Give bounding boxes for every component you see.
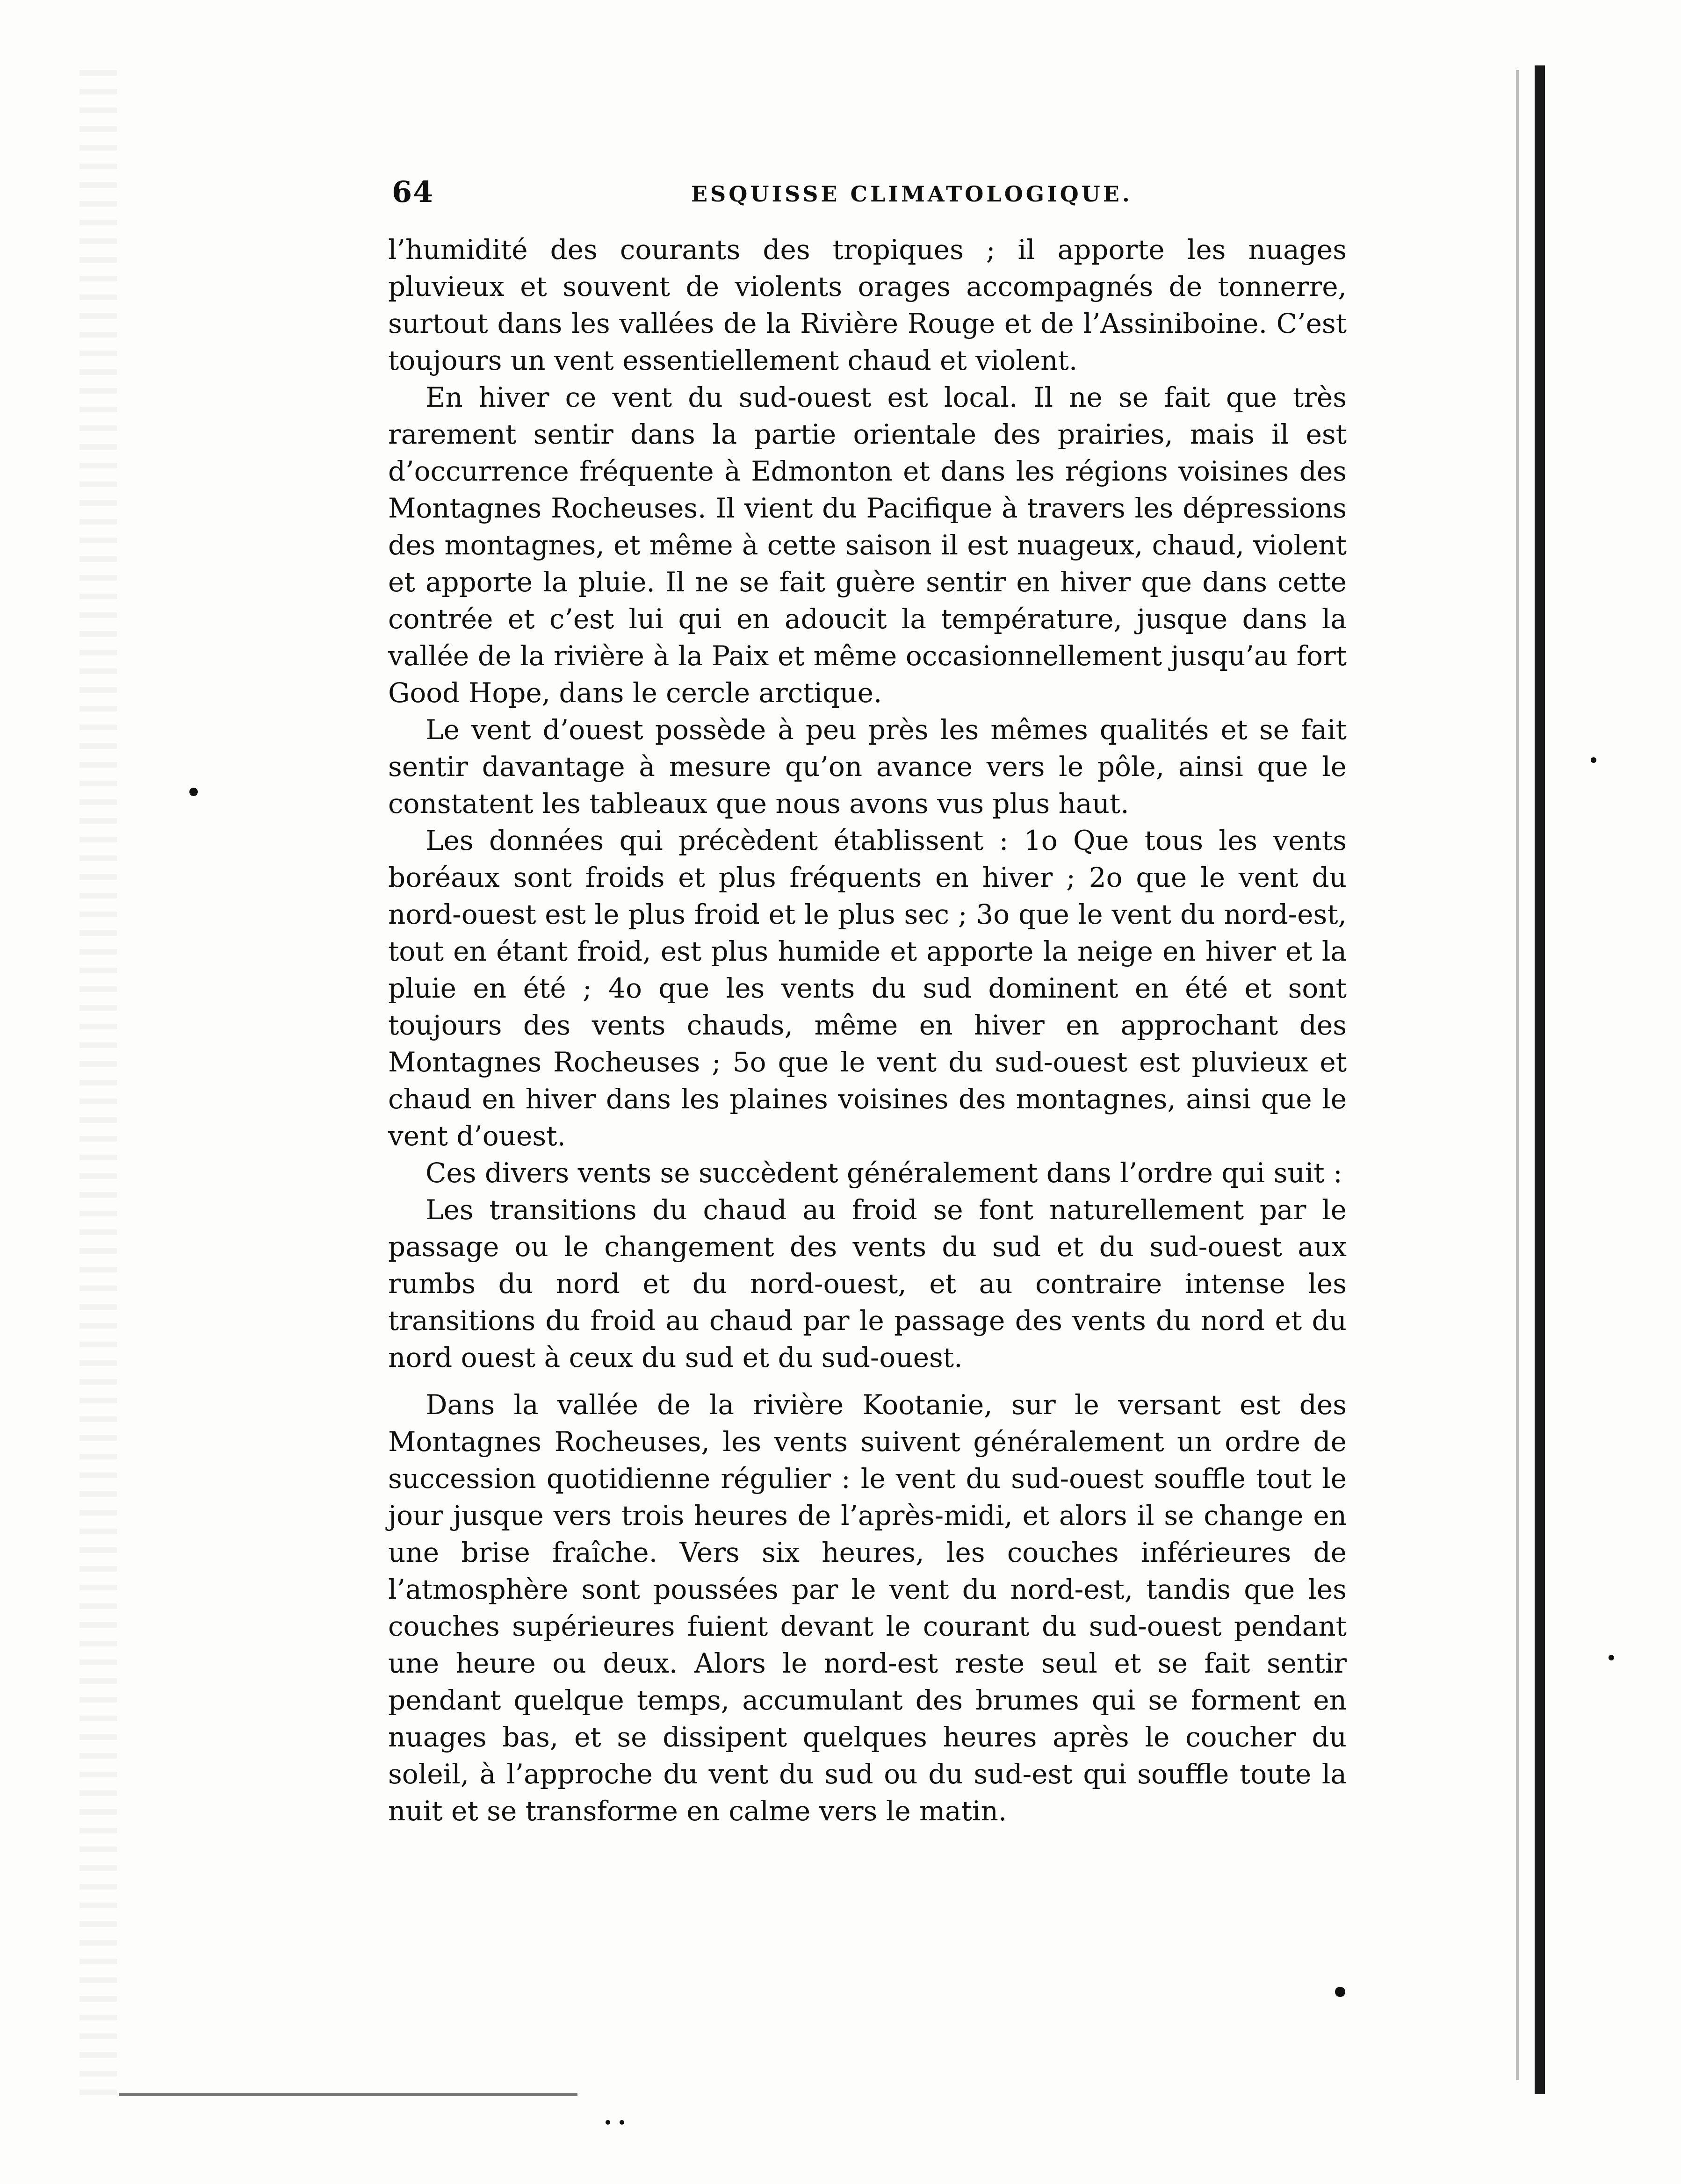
paragraph: l’humidité des courants des tropiques ; il apporte les nuages pluvieux et souvent de violents orages accompagnés de tonnerre, surtout dans les vallées de la Rivière Rouge et de l’Assiniboine. C’est toujours un vent essentiellement chaud et violent. — [388, 234, 1347, 376]
paragraph: Les données qui précèdent établissent : 1o Que tous les vents boréaux sont froids et plus fréquents en hiver ; 2o que le vent du nord-ouest est le plus froid et le plus sec ; 3o que le vent du nord-est, tout en étant froid, est plus humide et apporte la neige en hiver et la pluie en été ; 4o que les vents du sud dominent en été et sont toujours des vents chauds, même en hiver en approchant des Montagnes Rocheuses ; 5o que le vent du sud-ouest est pluvieux et chaud en hiver dans les plaines voisines des montagnes, ainsi que le vent d’ouest. — [388, 825, 1347, 1152]
ink-speck — [189, 788, 198, 796]
page-right-edge-shadow — [1516, 70, 1519, 2080]
paragraph: Les transitions du chaud au froid se font naturellement par le passage ou le changement des vents du sud et du sud-ouest aux rumbs du nord et du nord-ouest, et au contraire intense les transitions du froid au chaud par le passage des vents du nord et du nord ouest à ceux du sud et du sud-ouest. — [388, 1194, 1347, 1373]
ink-speck — [620, 2120, 624, 2125]
ink-speck — [1591, 757, 1596, 763]
page-number: 64 — [392, 175, 434, 209]
running-title: ESQUISSE CLIMATOLOGIQUE. — [691, 181, 1133, 207]
paragraph: Ces divers vents se succèdent généralement dans l’ordre qui suit : — [426, 1157, 1342, 1189]
page-right-binding-edge — [1535, 65, 1545, 2094]
body-text — [388, 231, 1347, 1830]
paragraph: Dans la vallée de la rivière Kootanie, sur le versant est des Montagnes Rocheuses, les vents suivent généralement un ordre de succession quotidienne régulier : le vent du sud-ouest souffle tout le jour jusque vers trois heures de l’après-midi, et alors il se change en une brise fraîche. Vers six heures, les couches inférieures de l’atmosphère sont poussées par le vent du nord-est, tandis que les couches supérieures fuient devant le courant du sud-ouest pendant une heure ou deux. Alors le nord-est reste seul et se fait sentir pendant quelque temps, accumulant des brumes qui se forment en nuages bas, et se dissipent quelques heures après le coucher du soleil, à l’approche du vent du sud ou du sud-est qui souffle toute la nuit et se transforme en calme vers le matin. — [388, 1389, 1347, 1827]
page-bottom-edge — [119, 2093, 577, 2096]
page-left-edge-shadow — [79, 70, 117, 2104]
paragraph: Le vent d’ouest possède à peu près les mêmes qualités et se fait sentir davantage à mesure qu’on avance vers le pôle, ainsi que le constatent les tableaux que nous avons vus plus haut. — [388, 714, 1347, 819]
ink-speck — [606, 2120, 610, 2125]
paragraph: En hiver ce vent du sud-ouest est local. Il ne se fait que très rarement sentir dans la partie orientale des prairies, mais il est d’occurrence fréquente à Edmonton et dans les régions voisines des Montagnes Rocheuses. Il vient du Pacifique à travers les dépressions des montagnes, et même à cette saison il est nuageux, chaud, violent et apporte la pluie. Il ne se fait guère sentir en hiver que dans cette contrée et c’est lui qui en adoucit la température, jusque dans la vallée de la rivière à la Paix et même occasionnellement jusqu’au fort Good Hope, dans le cercle arctique. — [388, 381, 1347, 709]
ink-speck — [1335, 1987, 1345, 1997]
ink-speck — [1609, 1655, 1614, 1660]
page-header — [392, 175, 1327, 217]
